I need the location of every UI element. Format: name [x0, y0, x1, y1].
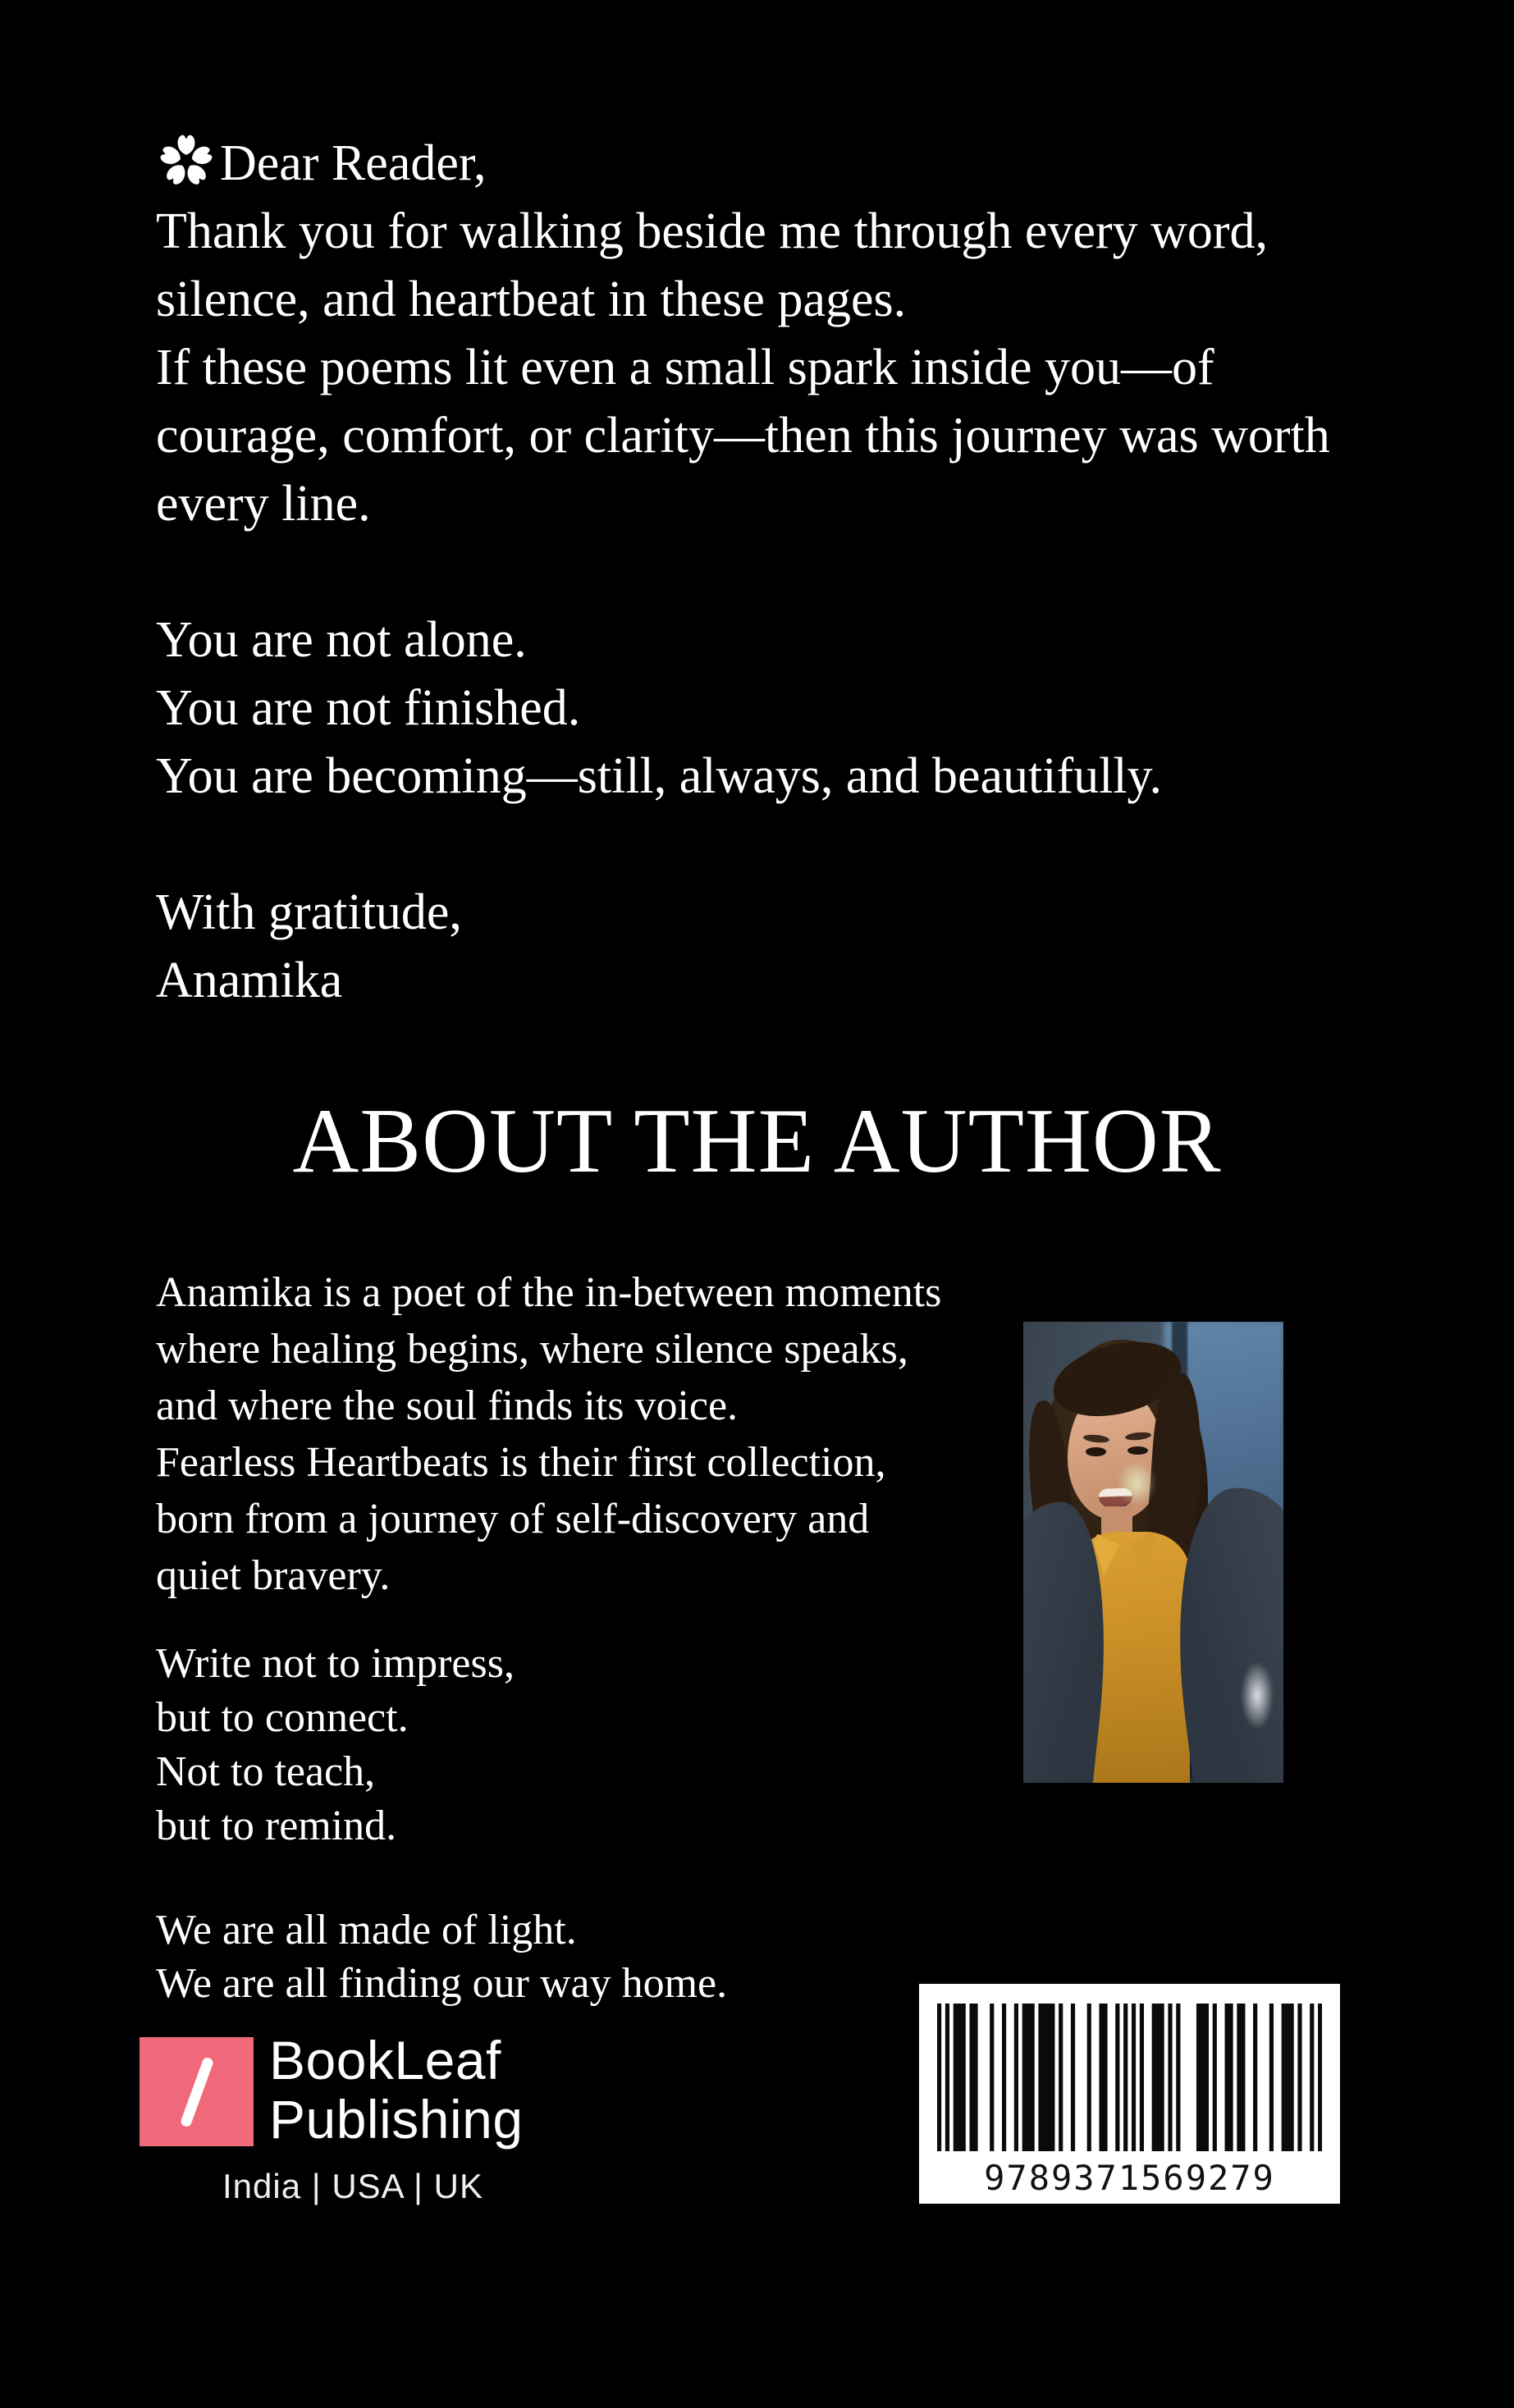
author-bio	[156, 1264, 941, 1604]
author-quote	[156, 1637, 515, 1853]
publisher-name	[269, 2031, 524, 2149]
author-signature: Anamika	[156, 953, 343, 1008]
bio-line: and where the soul finds its voice.	[156, 1382, 739, 1429]
letter-greeting-line	[156, 130, 1330, 198]
letter-line: You are not alone.	[156, 612, 527, 668]
letter-line: Thank you for walking beside me through every word,	[156, 203, 1269, 259]
author-photo	[1023, 1322, 1283, 1783]
letter-line: You are becoming—still, always, and beautifully.	[156, 748, 1163, 804]
publisher-name-line1: BookLeaf	[269, 2030, 501, 2090]
quote-line: Write not to impress,	[156, 1640, 515, 1687]
about-author-heading: ABOUT THE AUTHOR	[292, 1090, 1222, 1192]
letter-greeting: Dear Reader,	[220, 135, 487, 191]
bio-line: Anamika is a poet of the in-between moments	[156, 1269, 942, 1316]
letter-line: silence, and heartbeat in these pages.	[156, 272, 907, 327]
photo-light-flare	[1117, 1460, 1156, 1506]
quote-line: but to remind.	[156, 1803, 397, 1849]
closing-lines	[156, 1903, 727, 2010]
publisher-name-line2: Publishing	[269, 2089, 524, 2150]
letter-affirmations	[156, 606, 1330, 811]
sakura-flower-icon	[156, 130, 217, 191]
letter-signoff	[156, 879, 1330, 1015]
barcode-isbn: 9789371569279	[984, 2158, 1275, 2198]
letter-line: every line.	[156, 476, 371, 532]
bio-line: quiet bravery.	[156, 1552, 391, 1599]
isbn-barcode	[919, 1984, 1340, 2204]
publisher-regions: India | USA | UK	[222, 2167, 483, 2205]
logo-slash-icon	[179, 2056, 213, 2127]
photo-highlight	[1242, 1663, 1273, 1728]
barcode-bars	[937, 2004, 1322, 2151]
quote-line: but to connect.	[156, 1694, 409, 1741]
bio-line: born from a journey of self-discovery and	[156, 1496, 870, 1542]
letter-line: You are not finished.	[156, 680, 581, 736]
reader-letter	[156, 130, 1330, 1015]
letter-line: courage, comfort, or clarity—then this journey was worth	[156, 408, 1330, 464]
letter-line: With gratitude,	[156, 884, 462, 940]
closing-line: We are all made of light.	[156, 1907, 577, 1953]
bookleaf-logo	[140, 2037, 254, 2146]
letter-line: If these poems lit even a small spark inside you—of	[156, 340, 1214, 395]
bio-line: where healing begins, where silence speaks,	[156, 1326, 908, 1373]
bio-line: Fearless Heartbeats is their first collection,	[156, 1439, 886, 1486]
closing-line: We are all finding our way home.	[156, 1960, 728, 2007]
quote-line: Not to teach,	[156, 1748, 376, 1795]
letter-paragraph	[156, 130, 1330, 538]
